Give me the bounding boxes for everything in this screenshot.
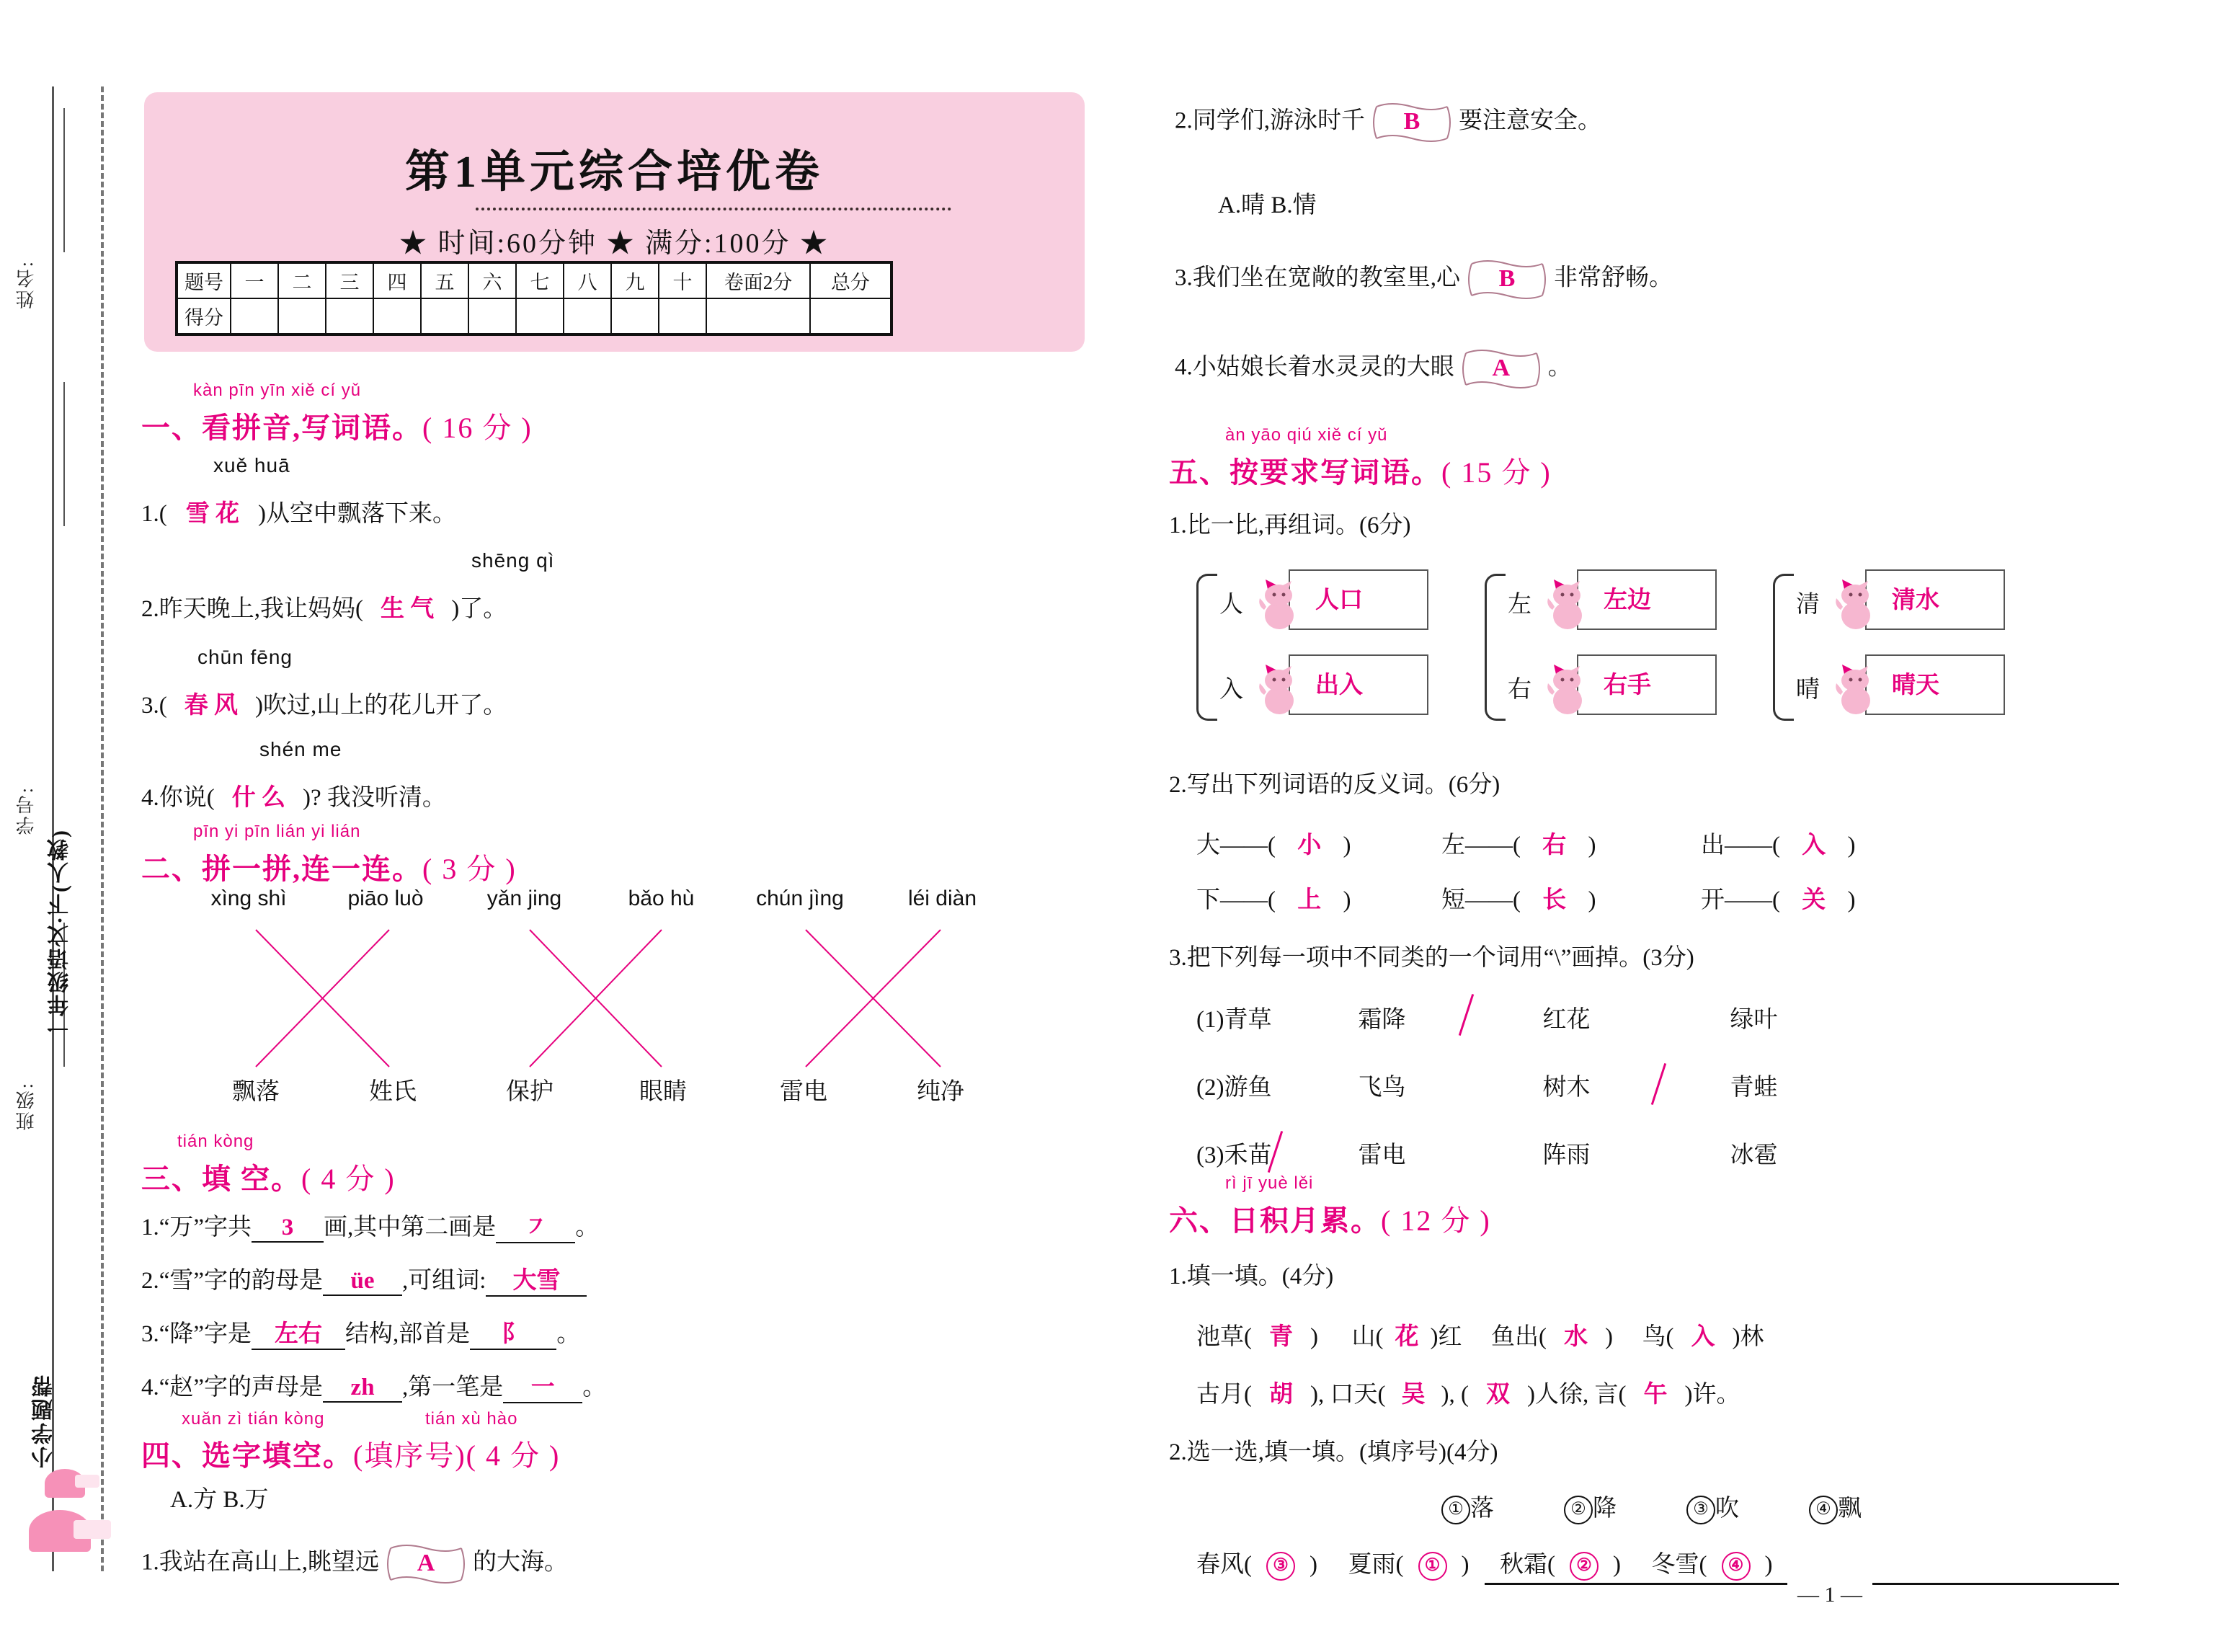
q6-l2-pre-3: ( <box>1461 1382 1469 1408</box>
score-table-row-label: 题号 <box>177 262 231 298</box>
circled-number-4: ④ <box>1809 1496 1838 1524</box>
brace-1 <box>1196 574 1217 721</box>
compare-char-1b: 入 <box>1219 677 1243 703</box>
match-pinyin-6[interactable]: léi diàn <box>907 887 977 910</box>
q5-1-title: 1.比一比,再组词。(6分) <box>1169 512 1411 538</box>
match-word-2[interactable]: 姓氏 <box>369 1079 417 1105</box>
page-number: — 1 — <box>1787 1583 1872 1607</box>
answer-frame-3[interactable] <box>1464 258 1549 301</box>
score-cell[interactable] <box>231 298 278 334</box>
q4-3-answer[interactable]: B <box>1498 265 1516 292</box>
q1-1-prefix: 1.( <box>141 501 167 527</box>
section-5-title: 五、按要求写词语。 <box>1169 456 1441 489</box>
compare-char-3b: 晴 <box>1796 677 1820 703</box>
q6-option-3[interactable] <box>1686 1489 1809 1524</box>
score-cell[interactable] <box>373 298 421 334</box>
oddone-2-word-4[interactable]: 青蛙 <box>1730 1075 1778 1101</box>
q6-l1-post-4: )林 <box>1732 1324 1764 1350</box>
compare-char-3a: 清 <box>1796 592 1820 618</box>
q3-3-blank-2[interactable]: 阝 <box>470 1315 556 1350</box>
section-4-pinyin-a: xuǎn zì tián kòng <box>182 1409 325 1429</box>
q6-l1-post-1: ) <box>1310 1324 1318 1350</box>
compare-group-1 <box>1196 569 1441 721</box>
q6-l2-ans-2[interactable]: 吴 <box>1401 1382 1426 1408</box>
section-2-points: ( 3 分 ) <box>422 853 517 885</box>
q6-l2-pre-2: 口天( <box>1330 1382 1386 1408</box>
score-cell[interactable] <box>278 298 326 334</box>
q6-blank-1-post: ) <box>1310 1552 1317 1578</box>
q6-blank-2-answer[interactable]: ① <box>1418 1552 1447 1581</box>
q1-4-prefix: 4.你说( <box>141 785 215 811</box>
q1-4-pinyin: shén me <box>259 738 342 760</box>
score-col-cover: 卷面2分 <box>706 262 810 298</box>
class-label: 班级: <box>16 1081 37 1131</box>
q6-l1-pre-2: 山( <box>1351 1324 1384 1350</box>
q4-2-suffix: 要注意安全。 <box>1459 107 1601 134</box>
antonym-6-left: 开 <box>1701 887 1725 913</box>
q6-option-1-word: 落 <box>1470 1496 1494 1522</box>
q3-1-mid: 画,其中第二画是 <box>324 1214 497 1240</box>
q5-2-title: 2.写出下列词语的反义词。(6分) <box>1169 772 1500 798</box>
score-col-10: 十 <box>659 262 706 298</box>
score-cell[interactable] <box>706 298 810 334</box>
mushroom-icon-large <box>29 1510 91 1552</box>
antonym-1: 大——( 小 ) <box>1196 832 1351 858</box>
title-underline <box>476 208 951 210</box>
q3-1-prefix: 1.“万”字共 <box>141 1214 252 1240</box>
q4-1-answer[interactable]: A <box>417 1550 435 1576</box>
q6-blank-4-answer[interactable]: ④ <box>1722 1552 1751 1581</box>
score-cell[interactable] <box>326 298 373 334</box>
match-pinyin-2[interactable]: piāo luò <box>347 887 424 910</box>
q1-3-prefix: 3.( <box>141 693 167 719</box>
q1-1-answer[interactable]: 雪 花 <box>185 501 239 527</box>
section-5-heading <box>1169 450 1552 491</box>
antonym-3-right[interactable]: 入 <box>1802 832 1826 858</box>
q6-l2-post-3: )人徐, <box>1527 1382 1589 1408</box>
oddone-2-word-2[interactable]: 飞鸟 <box>1358 1075 1406 1101</box>
score-col-7: 七 <box>516 262 564 298</box>
match-word-3[interactable]: 保护 <box>506 1079 553 1105</box>
q1-3-text <box>141 686 507 720</box>
oddone-3-word-3[interactable]: 阵雨 <box>1542 1142 1591 1168</box>
q3-1-suffix: 。 <box>575 1214 600 1240</box>
section-5-pinyin: àn yāo qiú xiě cí yǔ <box>1225 425 1388 445</box>
oddone-row-3 <box>1196 1136 1777 1170</box>
match-pinyin-4[interactable]: bǎo hù <box>628 887 695 910</box>
score-cell[interactable] <box>516 298 564 334</box>
antonym-3-left: 出 <box>1701 832 1725 858</box>
q6-blank-1-label: 春风( <box>1196 1552 1252 1578</box>
compare-char-2a: 左 <box>1508 592 1531 618</box>
q1-4-answer[interactable]: 什 么 <box>231 785 285 811</box>
match-word-6[interactable]: 纯净 <box>917 1079 964 1105</box>
margin-divider-2 <box>63 382 65 526</box>
section-4-heading <box>141 1433 560 1474</box>
q1-1-suffix: )从空中飘落下来。 <box>258 501 456 527</box>
q3-2-mid: ,可组词: <box>402 1268 486 1294</box>
q3-4-text <box>141 1368 606 1403</box>
oddone-1-word-1[interactable]: 青草 <box>1224 1007 1272 1033</box>
q6-l1-ans-1[interactable]: 青 <box>1269 1324 1293 1350</box>
q6-blank-row <box>1196 1545 1773 1581</box>
q1-1-text <box>141 494 456 528</box>
match-pinyin-5[interactable]: chún jìng <box>756 887 844 910</box>
q3-3-text <box>141 1315 580 1350</box>
q4-1-text <box>141 1542 568 1586</box>
q6-line-1 <box>1196 1318 1764 1351</box>
table-row <box>177 298 892 334</box>
matching-exercise[interactable] <box>180 887 1016 1117</box>
compare-word-3a[interactable]: 清水 <box>1892 587 1939 613</box>
q4-2-answer[interactable]: B <box>1403 108 1420 135</box>
q6-2-title: 2.选一选,填一填。(填序号)(4分) <box>1169 1439 1498 1465</box>
q6-l2-post-4: )许。 <box>1684 1382 1740 1408</box>
antonym-5: 短——( 长 ) <box>1441 887 1596 913</box>
q6-blank-3-post: ) <box>1613 1552 1621 1578</box>
margin-divider-1 <box>63 108 65 252</box>
cat-icon <box>1544 577 1588 630</box>
q6-blank-3-answer[interactable]: ② <box>1570 1552 1599 1581</box>
q6-option-1[interactable] <box>1441 1489 1564 1524</box>
q3-1-blank-2[interactable]: ㇇ <box>496 1208 575 1243</box>
antonym-2: 左——( 右 ) <box>1441 832 1596 858</box>
section-4-choices-1: A.方 B.万 <box>170 1487 269 1513</box>
student-number-label: 学号: <box>16 786 37 835</box>
q4-3-text <box>1175 258 1673 301</box>
q4-4-text <box>1175 347 1572 391</box>
section-4-title: 四、选字填空。 <box>141 1439 353 1472</box>
q6-l2-ans-1[interactable]: 胡 <box>1269 1382 1293 1408</box>
q3-1-blank-1[interactable]: 3 <box>252 1214 324 1243</box>
oddone-3-word-1[interactable]: 禾苗 <box>1224 1142 1272 1168</box>
antonym-3: 出——( 入 ) <box>1701 832 1856 858</box>
q1-2-prefix: 2.昨天晚上,我让妈妈( <box>141 596 363 622</box>
circled-number-2: ② <box>1564 1496 1593 1524</box>
q6-option-4-word: 飘 <box>1838 1496 1862 1522</box>
q6-blank-1-answer[interactable]: ③ <box>1266 1552 1295 1581</box>
compare-word-2b[interactable]: 右手 <box>1604 672 1651 698</box>
q6-l1-ans-4[interactable]: 入 <box>1691 1324 1715 1350</box>
compare-word-2a[interactable]: 左边 <box>1604 587 1651 613</box>
section-3-title: 三、填 空。 <box>141 1163 301 1195</box>
q6-l1-pre-1: 池草( <box>1196 1324 1252 1350</box>
cat-icon <box>1255 577 1300 630</box>
cat-icon <box>1544 662 1588 715</box>
q1-2-answer[interactable]: 生 气 <box>381 596 435 622</box>
q3-3-blank-1[interactable]: 左右 <box>252 1315 345 1350</box>
circled-number-1: ① <box>1441 1496 1470 1524</box>
q6-l1-ans-3[interactable]: 水 <box>1564 1324 1588 1350</box>
match-pinyin-3[interactable]: yǎn jing <box>486 887 562 910</box>
oddone-3-word-4[interactable]: 冰雹 <box>1730 1142 1778 1168</box>
mushroom-icon-small <box>45 1469 85 1498</box>
score-col-5: 五 <box>421 262 468 298</box>
q4-4-prefix: 4.小姑娘长着水灵灵的大眼 <box>1175 354 1454 381</box>
circled-number-3: ③ <box>1686 1496 1715 1524</box>
q1-2-suffix: )了。 <box>451 596 507 622</box>
q1-3-suffix: )吹过,山上的花儿开了。 <box>255 693 507 719</box>
antonym-1-left: 大 <box>1196 832 1220 858</box>
match-pinyin-1[interactable]: xìng shì <box>210 887 287 910</box>
compare-word-1b[interactable]: 出入 <box>1315 672 1363 698</box>
antonym-2-right[interactable]: 右 <box>1542 832 1567 858</box>
book-title-label: 一年级语文·下(人教) <box>48 829 72 1039</box>
oddone-3-word-2[interactable]: 雷电 <box>1358 1142 1406 1168</box>
compare-char-2b: 右 <box>1508 677 1531 703</box>
oddone-1-word-4[interactable]: 绿叶 <box>1730 1007 1778 1033</box>
cat-icon <box>1255 662 1300 715</box>
cat-icon <box>1832 662 1877 715</box>
q6-options-row <box>1441 1489 1862 1524</box>
q6-blank-2-label: 夏雨( <box>1348 1552 1404 1578</box>
q3-3-mid: 结构,部首是 <box>345 1321 471 1347</box>
q6-blank-2-post: ) <box>1461 1552 1470 1578</box>
q3-3-suffix: 。 <box>556 1321 581 1347</box>
oddone-row-2 <box>1196 1068 1777 1102</box>
q3-4-suffix: 。 <box>582 1375 607 1400</box>
q6-l2-post-2: ), <box>1441 1382 1455 1408</box>
q6-l2-ans-4[interactable]: 午 <box>1643 1382 1668 1408</box>
q3-2-prefix: 2.“雪”字的韵母是 <box>141 1268 324 1294</box>
brand-label: 小学题帮 <box>32 1373 56 1468</box>
q3-1-text <box>141 1208 599 1243</box>
score-col-2: 二 <box>278 262 326 298</box>
q4-3-suffix: 非常舒畅。 <box>1554 265 1673 291</box>
compare-char-1a: 人 <box>1219 592 1243 618</box>
q6-l2-ans-3[interactable]: 双 <box>1486 1382 1510 1408</box>
match-word-5[interactable]: 雷电 <box>780 1079 827 1105</box>
cat-icon <box>1832 577 1877 630</box>
margin-fold-dashed-line <box>101 86 104 1571</box>
q6-l2-pre-1: 古月( <box>1196 1382 1252 1408</box>
q3-4-prefix: 4.“赵”字的声母是 <box>141 1375 324 1400</box>
score-cell[interactable] <box>611 298 659 334</box>
oddone-1-word-2[interactable]: 霜降 <box>1358 1007 1406 1033</box>
q6-l1-ans-2[interactable]: 花 <box>1395 1324 1419 1350</box>
compare-group-2 <box>1485 569 1730 721</box>
brace-2 <box>1485 574 1506 721</box>
score-cell[interactable] <box>810 298 892 334</box>
match-word-1[interactable]: 飘落 <box>232 1079 280 1105</box>
oddone-row-1 <box>1196 1000 1777 1034</box>
q6-l1-pre-3: 鱼出( <box>1491 1324 1547 1350</box>
q6-option-4[interactable] <box>1809 1496 1862 1522</box>
score-col-4: 四 <box>373 262 421 298</box>
q1-1-pinyin: xuě huā <box>213 454 290 476</box>
q4-4-answer[interactable]: A <box>1492 355 1511 381</box>
q3-4-blank-2[interactable]: 一 <box>503 1368 582 1403</box>
brace-3 <box>1773 574 1794 721</box>
q1-2-text <box>141 590 507 623</box>
q6-1-title: 1.填一填。(4分) <box>1169 1264 1334 1289</box>
section-1-heading <box>141 405 533 446</box>
antonym-5-left: 短 <box>1441 887 1465 913</box>
q6-blank-4-post: ) <box>1764 1552 1773 1578</box>
score-cell[interactable] <box>659 298 706 334</box>
page-title: 第1单元综合培优卷 <box>404 148 824 197</box>
q6-blank-3-label: 秋霜( <box>1500 1552 1555 1578</box>
q6-option-3-word: 吹 <box>1715 1496 1739 1522</box>
antonym-4-right[interactable]: 上 <box>1297 887 1322 913</box>
compare-group-3 <box>1773 569 2018 721</box>
q3-2-blank-2[interactable]: 大雪 <box>486 1261 587 1297</box>
score-col-3: 三 <box>326 262 373 298</box>
q6-blank-4-label: 冬雪( <box>1651 1552 1707 1578</box>
oddone-1-label: (1) <box>1196 1007 1224 1033</box>
q3-4-blank-1[interactable]: zh <box>323 1375 402 1403</box>
antonym-4-left: 下 <box>1196 887 1220 913</box>
match-word-4[interactable]: 眼睛 <box>639 1079 687 1105</box>
q3-3-prefix: 3.“降”字是 <box>141 1321 252 1347</box>
oddone-1-word-3[interactable]: 红花 <box>1542 1007 1591 1033</box>
table-row <box>177 262 892 298</box>
section-2-title: 二、拼一拼,连一连。 <box>141 853 422 885</box>
q4-1-prefix: 1.我站在高山上,眺望远 <box>141 1549 379 1576</box>
q4-2-text <box>1175 101 1601 144</box>
section-6-heading <box>1169 1198 1491 1239</box>
q6-option-2-word: 降 <box>1593 1496 1617 1522</box>
score-table-row2-label: 得分 <box>177 298 231 334</box>
score-cell[interactable] <box>421 298 468 334</box>
q6-l2-post-1: ), <box>1310 1382 1325 1408</box>
antonym-6-right[interactable]: 关 <box>1802 887 1826 913</box>
section-3-pinyin: tián kòng <box>177 1132 254 1151</box>
compare-word-1a[interactable]: 人口 <box>1315 587 1363 613</box>
antonym-2-left: 左 <box>1441 832 1465 858</box>
score-col-6: 六 <box>468 262 516 298</box>
section-4-points: (填序号)( 4 分 ) <box>353 1439 561 1472</box>
antonym-4: 下——( 上 ) <box>1196 887 1351 913</box>
section-1-pinyin: kàn pīn yīn xiě cí yǔ <box>193 381 362 400</box>
oddone-2-word-1[interactable]: 游鱼 <box>1224 1075 1272 1101</box>
compare-word-3b[interactable]: 晴天 <box>1892 672 1939 698</box>
section-5-points: ( 15 分 ) <box>1441 456 1552 489</box>
antonym-1-right[interactable]: 小 <box>1297 832 1322 858</box>
q6-l1-post-3: ) <box>1605 1324 1613 1350</box>
section-4-pinyin-b: tián xù hào <box>425 1409 518 1429</box>
score-table <box>175 261 893 336</box>
exam-meta: ★ 时间:60分钟 ★ 满分:100分 ★ <box>399 228 830 259</box>
q3-2-blank-1[interactable]: üe <box>323 1268 402 1296</box>
q3-4-mid: ,第一笔是 <box>402 1375 504 1400</box>
section-3-heading <box>141 1156 396 1197</box>
q1-4-suffix: )? 我没听清。 <box>303 785 446 811</box>
score-col-8: 八 <box>564 262 611 298</box>
q4-2-prefix: 2.同学们,游泳时千 <box>1175 107 1365 134</box>
oddone-2-label: (2) <box>1196 1075 1224 1101</box>
section-6-points: ( 12 分 ) <box>1381 1204 1491 1237</box>
section-4-choices-2: A.晴 B.情 <box>1218 192 1317 218</box>
section-3-points: ( 4 分 ) <box>301 1163 396 1195</box>
section-2-heading <box>141 846 517 887</box>
score-col-total: 总分 <box>810 262 892 298</box>
student-name-label: 姓名: <box>16 259 37 309</box>
q6-l1-post-2: )红 <box>1430 1324 1462 1350</box>
score-cell[interactable] <box>564 298 611 334</box>
q6-line-2 <box>1196 1375 1740 1409</box>
oddone-3-label: (3) <box>1196 1142 1224 1168</box>
answer-frame-2[interactable] <box>1369 101 1454 144</box>
q1-3-pinyin: chūn fēng <box>197 646 293 668</box>
q3-2-text <box>141 1261 587 1297</box>
q4-1-suffix: 的大海。 <box>473 1549 568 1576</box>
q4-3-prefix: 3.我们坐在宽敞的教室里,心 <box>1175 265 1460 291</box>
section-6-pinyin: rì jī yuè lěi <box>1225 1173 1314 1193</box>
answer-frame-1[interactable] <box>383 1542 468 1586</box>
oddone-2-word-3[interactable]: 树木 <box>1542 1075 1591 1101</box>
section-2-pinyin: pīn yi pīn lián yi lián <box>193 822 361 841</box>
q6-l2-pre-4: 言( <box>1594 1382 1627 1408</box>
antonym-6: 开——( 关 ) <box>1701 887 1856 913</box>
score-col-9: 九 <box>611 262 659 298</box>
section-1-title: 一、看拼音,写词语。 <box>141 412 422 444</box>
q1-3-answer[interactable]: 春 风 <box>184 693 238 719</box>
q4-4-suffix: 。 <box>1547 354 1572 381</box>
q6-l1-pre-4: 鸟( <box>1642 1324 1674 1350</box>
q6-option-2[interactable] <box>1564 1489 1686 1524</box>
antonym-5-right[interactable]: 长 <box>1542 887 1567 913</box>
answer-frame-4[interactable] <box>1459 347 1544 391</box>
section-1-points: ( 16 分 ) <box>422 412 533 444</box>
q1-4-text <box>141 778 446 812</box>
score-col-1: 一 <box>231 262 278 298</box>
q1-2-pinyin: shēng qì <box>471 549 555 572</box>
q5-3-title: 3.把下列每一项中不同类的一个词用“\”画掉。(3分) <box>1169 945 1694 971</box>
section-6-title: 六、日积月累。 <box>1169 1204 1381 1237</box>
score-cell[interactable] <box>468 298 516 334</box>
